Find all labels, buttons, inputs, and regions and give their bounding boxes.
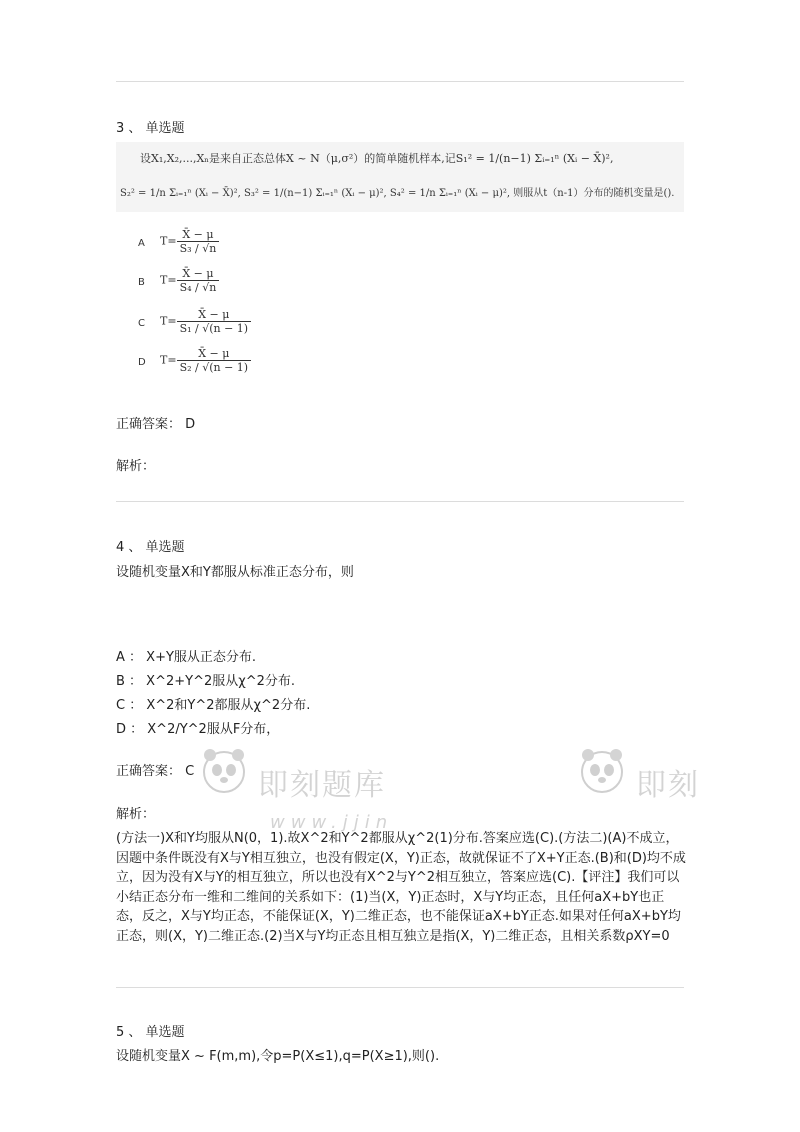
q4-option-a: A ： X+Y服从正态分布. bbox=[116, 650, 257, 665]
q4-option-b: B ： X^2+Y^2服从χ^2分布. bbox=[116, 674, 296, 689]
watermark-url: www.jjin bbox=[270, 812, 394, 833]
q3-option-a-letter: A bbox=[138, 238, 145, 249]
q3-stem-image bbox=[116, 142, 684, 212]
panda-logo-icon bbox=[196, 742, 252, 798]
q4-stem: 设随机变量X和Y都服从标准正态分布，则 bbox=[116, 565, 354, 580]
q5-stem: 设随机变量X ~ F(m,m),令p=P(X≤1),q=P(X≥1),则(). bbox=[116, 1049, 440, 1064]
q3-option-b-letter: B bbox=[138, 277, 145, 288]
q3-option-a-formula: T= $\frac{X̄ - \mu}{\text{S₃ / √n}}$ bbox=[160, 228, 219, 255]
q4-analysis-text: (方法一)X和Y均服从N(0，1).故X^2和Y^2都服从χ^2(1)分布.答案应选(C).(方法二)(A)不成立，因题中条件既没有X与Y相互独立，也没有假定(X，Y)正态，故就保证不了X+Y正态.(B)和(D)均不成立，因为没有X与Y的相互独立，所以也没有X^2与Y^2相互独立，答案应选(C).【评注】我们可以小结正态分布一维和二维间的关系如下：(1)当(X，Y)正态时，X与Y均正态，且任何aX+bY也正态，反之，X与Y均正态，不能保证(X，Y)二维正态，也不能保证aX+bY正态.如果对任何aX+bY均正态，则(X，Y)二维正态.(2)当X与Y均正态且相互独立是指(X，Y)二维正态，且相关系数ρXY=0 bbox=[116, 831, 686, 944]
watermark-right: 即刻 bbox=[636, 768, 700, 803]
q3-option-c-formula: T= $\frac{X̄ - \mu}{\text{S₁ / √(n − 1)}}$ bbox=[160, 308, 251, 335]
divider-q3-q4 bbox=[116, 501, 684, 502]
q3-analysis-label: 解析： bbox=[116, 459, 156, 474]
q4-option-c: C ： X^2和Y^2都服从χ^2分布. bbox=[116, 698, 311, 713]
q4-answer: 正确答案： C bbox=[116, 764, 195, 779]
watermark-left: 即刻题库 bbox=[258, 768, 386, 803]
q4-header: 4 、 单选题 bbox=[116, 540, 185, 555]
q5-header: 5 、 单选题 bbox=[116, 1025, 185, 1040]
q3-option-d-formula: T= $\frac{X̄ - \mu}{\text{S₂ / √(n − 1)}}$ bbox=[160, 347, 251, 374]
q3-header: 3 、 单选题 bbox=[116, 121, 185, 136]
panda-logo-icon-right bbox=[574, 742, 630, 798]
q3-answer: 正确答案： D bbox=[116, 417, 196, 432]
q3-option-d-letter: D bbox=[138, 357, 146, 368]
q3-stem-line1: 设X₁,X₂,...,Xₙ是来自正态总体X ~ N（μ,σ²）的简单随机样本,记S₁² = 1/(n−1) Σᵢ₌₁ⁿ (Xᵢ − X̄)², bbox=[140, 152, 614, 165]
divider-q4-q5 bbox=[116, 987, 684, 988]
q4-option-d: D ： X^2/Y^2服从F分布， bbox=[116, 722, 280, 737]
q4-analysis-label: 解析： bbox=[116, 807, 156, 822]
q3-stem-line2: S₂² = 1/n Σᵢ₌₁ⁿ (Xᵢ − X̄)², S₃² = 1/(n−1) Σᵢ₌₁ⁿ (Xᵢ − μ)², S₄² = 1/n Σᵢ₌₁ⁿ (Xᵢ − μ)², 则服从t（n-1）分布的随机变量是(). bbox=[120, 188, 675, 199]
q3-option-b-formula: T= $\frac{X̄ - \mu}{\text{S₄ / √n}}$ bbox=[160, 267, 219, 294]
q3-option-c-letter: C bbox=[138, 318, 145, 329]
divider-top bbox=[116, 81, 684, 82]
